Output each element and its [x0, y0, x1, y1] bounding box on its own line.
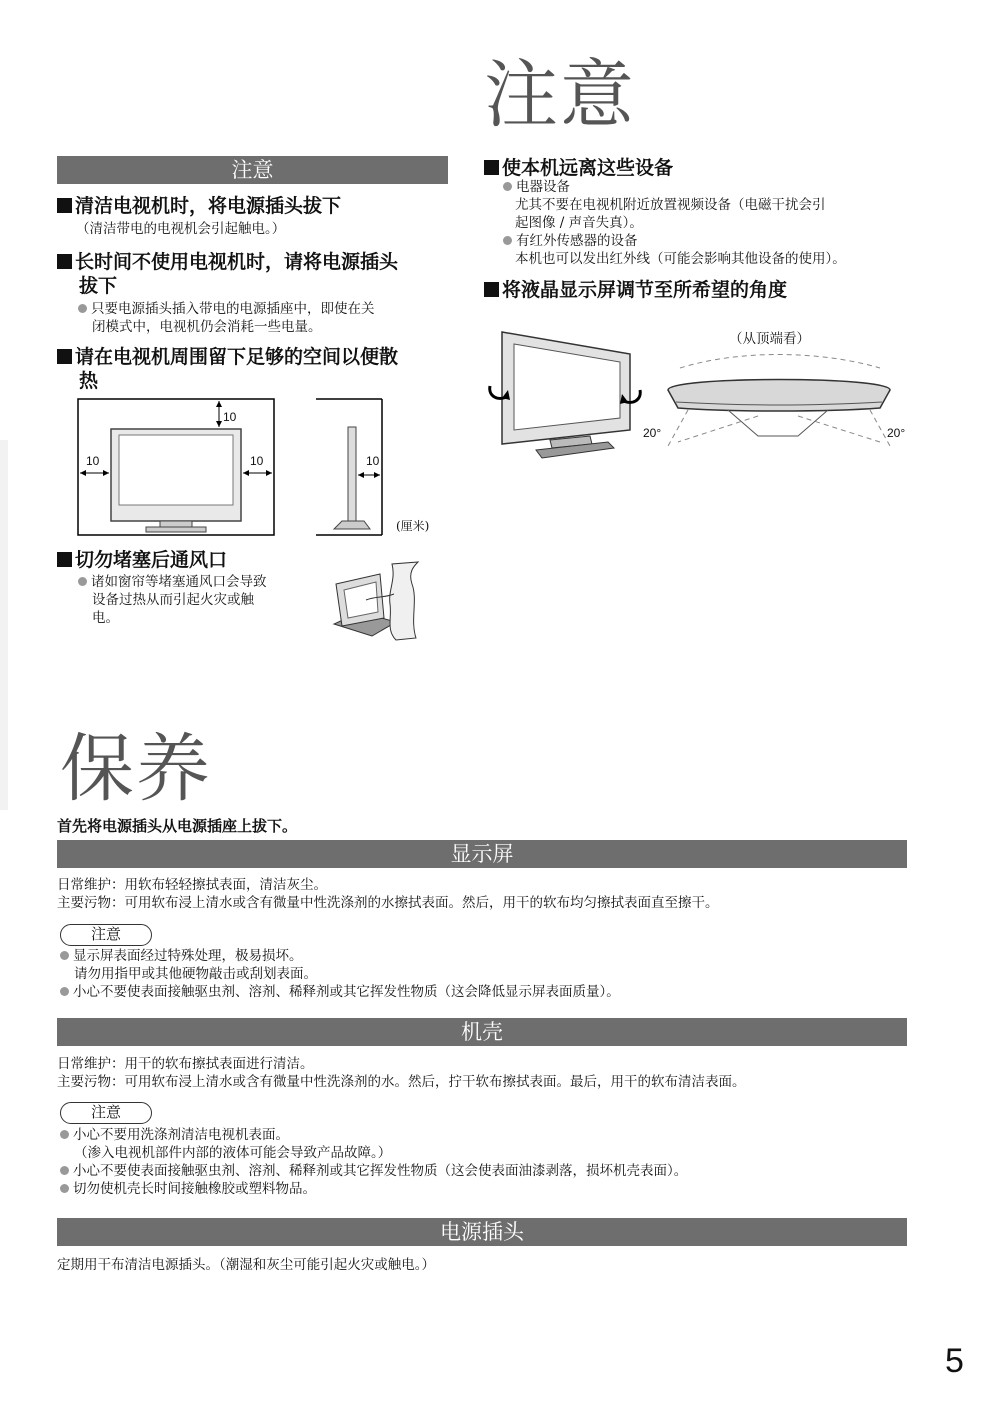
square-bullet — [57, 349, 72, 364]
cabinet-daily-care: 日常维护：用干的软布擦拭表面进行清洁。 主要污物：可用软布浸上清水或含有微量中性洗涤剂的水。然后，拧干软布擦拭表面。最后，用干的软布清洁表面。 — [57, 1056, 746, 1090]
dim-right: 10 — [250, 454, 264, 468]
top-view-swivel-diagram — [648, 346, 910, 450]
dim-left: 10 — [86, 454, 100, 468]
note-unplug-when-cleaning: （清洁带电的电视机会引起触电。） — [76, 221, 286, 237]
cabinet-bar: 机壳 — [57, 1018, 907, 1046]
cabinet-caution-notes: 小心不要用洗涤剂清洁电视机表面。 （渗入电视机部件内部的液体可能会导致产品故障。） 小心不要使表面接触驱虫剂、溶剂、稀释剂或其它挥发性物质（这会使表面油漆剥落，损坏机壳表面）。 切勿使机壳长时间接触橡胶或塑料物品。 — [60, 1126, 960, 1198]
cabinet-caution-pill: 注意 — [60, 1102, 152, 1124]
display-caution-pill: 注意 — [60, 924, 152, 946]
bullet-dot — [78, 577, 87, 586]
bullet-dot — [503, 182, 512, 191]
square-bullet — [484, 282, 499, 297]
top-view-label: （从顶端看） — [729, 331, 810, 347]
page-number: 5 — [945, 1342, 964, 1380]
plug-bar: 电源插头 — [57, 1218, 907, 1246]
square-bullet — [57, 552, 72, 567]
margin-strip — [0, 440, 8, 810]
heading-dont-block-vents: 切勿堵塞后通风口 — [57, 548, 227, 572]
unit-label: (厘米) — [396, 519, 430, 533]
page-title-care: 保养 — [60, 726, 212, 812]
square-bullet — [57, 198, 72, 213]
note-vent-block: 诸如窗帘等堵塞通风口会导致 设备过热从而引起火灾或触 电。 — [78, 573, 318, 627]
display-caution-notes: 显示屏表面经过特殊处理，极易损坏。 请勿用指甲或其他硬物敲击或刮划表面。 小心不要使表面接触驱虫剂、溶剂、稀释剂或其它挥发性物质（这会降低显示屏表面质量）。 — [60, 947, 960, 1001]
bullet-dot — [60, 1130, 69, 1139]
plug-care-text: 定期用干布清洁电源插头。（潮湿和灰尘可能引起火灾或触电。） — [57, 1257, 435, 1273]
tv-swivel-illustration — [480, 326, 650, 460]
display-bar: 显示屏 — [57, 840, 907, 868]
note-standby-power: 只要电源插头插入带电的电源插座中，即使在关 闭模式中，电视机仍会消耗一些电量。 — [78, 300, 458, 336]
bullet-dot — [60, 951, 69, 960]
care-intro: 首先将电源插头从电源插座上拔下。 — [57, 817, 298, 835]
bullet-dot — [78, 304, 87, 313]
page-title-caution: 注意 — [484, 52, 636, 138]
angle-right: 20° — [887, 426, 906, 440]
clearance-front-diagram — [76, 397, 276, 537]
square-bullet — [484, 160, 499, 175]
bullet-dot — [60, 987, 69, 996]
display-daily-care: 日常维护：用软布轻轻擦拭表面，清洁灰尘。 主要污物：可用软布浸上清水或含有微量中性洗涤剂的水擦拭表面。然后，用干的软布均匀擦拭表面直至擦干。 — [57, 877, 719, 911]
bullet-dot — [60, 1166, 69, 1175]
bullet-dot — [60, 1184, 69, 1193]
dim-top: 10 — [223, 410, 237, 424]
caution-bar: 注意 — [57, 156, 448, 184]
angle-left: 20° — [643, 426, 662, 440]
heading-adjust-angle: 将液晶显示屏调节至所希望的角度 — [484, 278, 787, 302]
note-electrical-devices: 电器设备 尤其不要在电视机附近放置视频设备（电磁干扰会引 起图像 / 声音失真）。 有红外传感器的设备 本机也可以发出红外线（可能会影响其他设备的使用）。 — [503, 178, 933, 268]
square-bullet — [57, 254, 72, 269]
heading-keep-away-devices: 使本机远离这些设备 — [484, 156, 673, 180]
dim-side: 10 — [366, 454, 380, 468]
heading-unplug-long-unused: 长时间不使用电视机时，请将电源插头 拔下 — [57, 250, 457, 298]
curtain-blocking-illustration — [326, 560, 422, 642]
heading-leave-space: 请在电视机周围留下足够的空间以便散 热 — [57, 345, 457, 393]
bullet-dot — [503, 236, 512, 245]
heading-unplug-when-cleaning: 清洁电视机时，将电源插头拔下 — [57, 194, 457, 218]
